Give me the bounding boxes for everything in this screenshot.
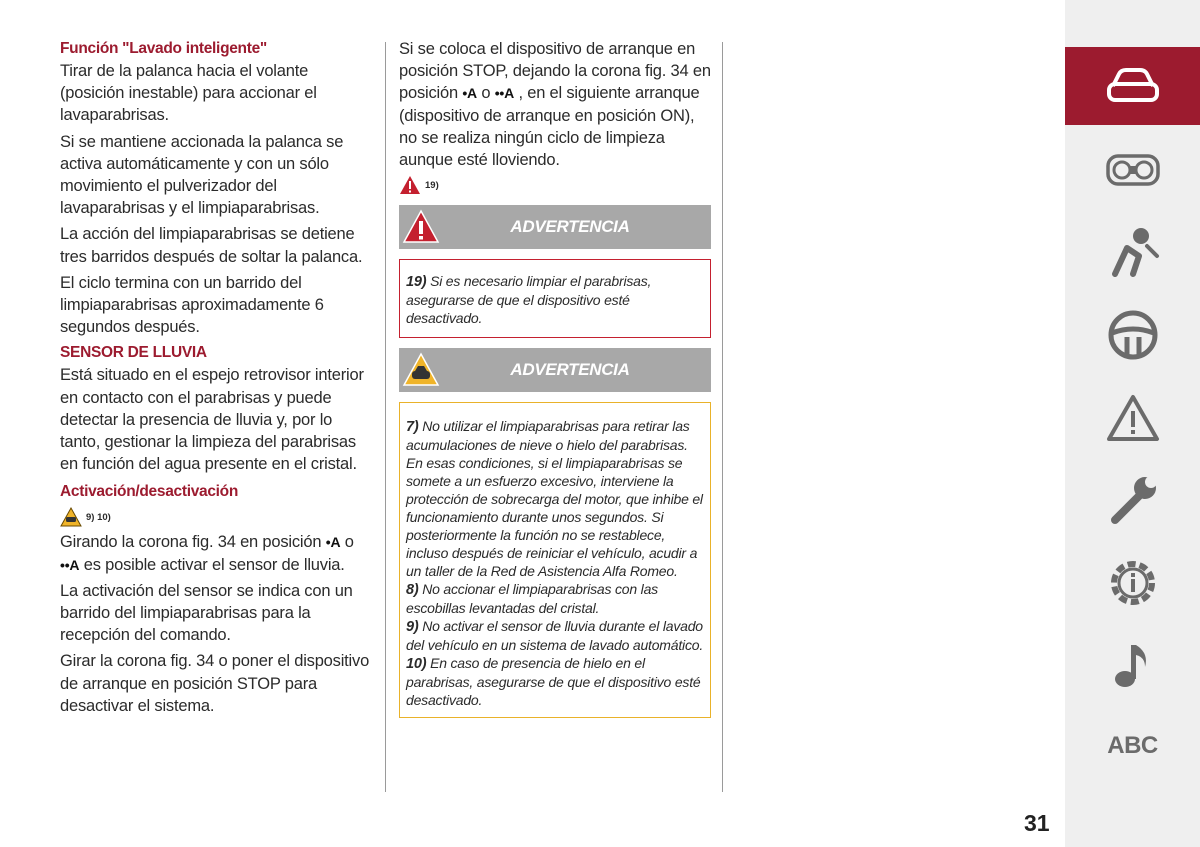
- paragraph: Está situado en el espejo retrovisor interior en contacto con el parabrisas y puede detectar la presencia de lluvia y, por lo tanto, gestionar la limpieza del parabrisas en función del agua presente en el cristal.: [60, 366, 364, 474]
- item-text: En caso de presencia de hielo en el parabrisas, asegurarse de que el dispositivo esté desactivado.: [406, 655, 701, 709]
- text-fragment: Si se coloca el dispositivo de arranque en posición STOP, dejando la corona fig. 34 en posición: [399, 40, 711, 103]
- section-heading-rain-sensor: SENSOR DE LLUVIA: [60, 344, 207, 362]
- symbol-letter: A: [69, 556, 80, 573]
- caution-item: [406, 654, 708, 709]
- warning-triangle-icon: [1105, 393, 1161, 443]
- danger-title: ADVERTENCIA: [510, 217, 630, 237]
- subheading-activation: Activación/desactivación: [60, 483, 239, 501]
- item-text: No utilizar el limpiaparabrisas para retirar las acumulaciones de nieve o hielo del parabrisas. En esas condiciones, si el limpiaparabrisas se somete a un esfuerzo excesivo, interviene la protección de sobrecarga del motor, que inhibe el funcionamiento durante unos segundos. Si posteriormente la función no se restablece, incluso después de reiniciar el vehículo, acudir a un taller de la Red de Asistencia Alfa Romeo.: [406, 418, 703, 580]
- danger-item: [406, 272, 704, 327]
- right-column: [399, 38, 711, 718]
- item-text: No accionar el limpiaparabrisas con las escobillas levantadas del cristal.: [406, 581, 658, 617]
- caution-triangle-icon: [60, 507, 82, 527]
- section-heading-smart-wash: Función "Lavado inteligente": [60, 40, 267, 57]
- caution-header-bar: [399, 348, 711, 392]
- text-fragment: es posible activar el sensor de lluvia.: [83, 555, 345, 574]
- paragraph: El ciclo termina con un barrido del limpiaparabrisas aproximadamente 6 segundos después.: [60, 273, 324, 337]
- auto-wiper-symbol: •A: [325, 534, 341, 551]
- auto-wiper-plus-symbol: ••A: [60, 556, 80, 573]
- chapter-tab-dashboard[interactable]: [1065, 130, 1200, 210]
- wrench-icon: [1105, 472, 1161, 528]
- item-number: 19): [406, 274, 427, 291]
- page-number: 31: [1024, 810, 1050, 836]
- chapter-tab-car[interactable]: [1065, 47, 1200, 125]
- info-gear-icon: [1105, 555, 1161, 611]
- symbol-letter: A: [330, 534, 341, 551]
- paragraph: Girar la corona fig. 34 o poner el dispositivo de arranque en posición STOP para desactivar el sistema.: [60, 652, 370, 715]
- column-divider: [385, 42, 386, 792]
- paragraph: La acción del limpiaparabrisas se detiene tres barridos después de soltar la palanca.: [60, 225, 363, 266]
- airbag-person-icon: [1105, 226, 1161, 278]
- text-fragment: o: [481, 84, 491, 103]
- chapter-tab-index[interactable]: ABC: [1107, 732, 1158, 759]
- chapter-tab-safety[interactable]: [1065, 212, 1200, 292]
- item-text: Si es necesario limpiar el parabrisas, asegurarse de que el dispositivo esté desactivado.: [406, 273, 652, 327]
- music-note-icon: [1109, 639, 1157, 691]
- warning-reference: [60, 507, 370, 527]
- caution-title: ADVERTENCIA: [510, 360, 630, 380]
- steering-wheel-icon: [1107, 309, 1159, 361]
- left-column: [60, 38, 370, 721]
- danger-triangle-icon: [399, 175, 421, 195]
- column-divider: [722, 42, 723, 792]
- dashboard-icon: [1105, 150, 1161, 190]
- item-number: 8): [406, 582, 419, 599]
- reference-label: 9) 10): [86, 511, 111, 523]
- chapter-tab-technical-data[interactable]: [1065, 543, 1200, 623]
- chapter-tab-multimedia[interactable]: [1065, 625, 1200, 705]
- reference-label: 19): [425, 179, 439, 191]
- chapter-tab-emergency[interactable]: [1065, 378, 1200, 458]
- symbol-letter: A: [504, 85, 515, 102]
- danger-header-bar: [399, 205, 711, 249]
- item-number: 9): [406, 619, 419, 636]
- text-fragment: o: [344, 533, 354, 552]
- caution-item: [406, 617, 708, 654]
- paragraph: Si se mantiene accionada la palanca se activa automáticamente y con un sólo movimiento el pulverizador del lavaparabrisas y el limpiaparabrisas.: [60, 132, 344, 218]
- auto-wiper-plus-symbol: ••A: [494, 85, 515, 102]
- item-number: 10): [406, 656, 427, 673]
- caution-item: [406, 417, 708, 580]
- item-text: No activar el sensor de lluvia durante el lavado del vehículo en un sistema de lavado automático.: [406, 618, 704, 654]
- symbol-letter: A: [467, 85, 477, 102]
- car-icon: [1105, 66, 1161, 106]
- chapter-tab-maintenance[interactable]: [1065, 460, 1200, 540]
- chapter-tab-driving[interactable]: [1065, 295, 1200, 375]
- caution-box: [399, 402, 711, 718]
- paragraph: Tirar de la palanca hacia el volante (posición inestable) para accionar el lavaparabrisas.: [60, 62, 317, 125]
- paragraph: La activación del sensor se indica con un barrido del limpiaparabrisas para la recepción del comando.: [60, 581, 353, 645]
- chapter-sidebar: [1065, 0, 1200, 847]
- text-fragment: Girando la corona fig. 34 en posición: [60, 533, 322, 552]
- item-number: 7): [406, 419, 419, 436]
- paragraph: [60, 531, 370, 575]
- paragraph: [399, 38, 711, 171]
- danger-box: [399, 259, 711, 338]
- text-fragment: , en el siguiente arranque (dispositivo de arranque en posición ON), no se realiza ningún ciclo de limpieza aunque esté lloviendo.: [399, 84, 700, 170]
- auto-wiper-symbol: •A: [462, 85, 477, 102]
- warning-reference: [399, 175, 711, 195]
- caution-item: [406, 580, 708, 617]
